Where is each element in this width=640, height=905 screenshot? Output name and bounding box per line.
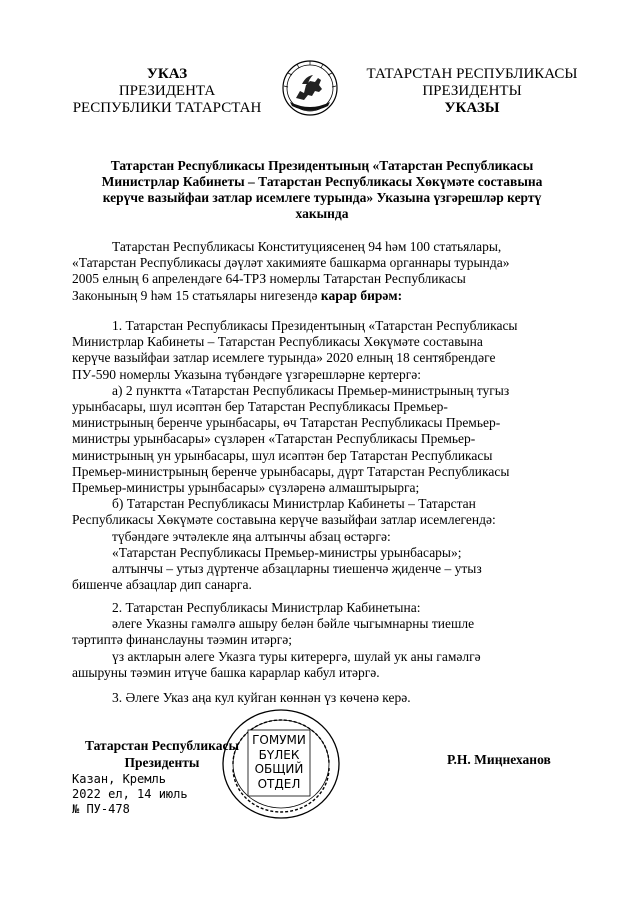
section-2 xyxy=(72,600,574,681)
stamp-line: БҮЛЕК xyxy=(258,747,300,762)
coat-of-arms-icon xyxy=(282,58,338,118)
header-left-line-2: ПРЕЗИДЕНТА xyxy=(118,83,216,99)
paragraph-line: б) Татарстан Республикасы Министрлар Кабинеты – Татарстан xyxy=(112,496,476,512)
section-3 xyxy=(72,690,574,706)
header-left xyxy=(62,66,272,117)
signature-title xyxy=(72,737,252,771)
paragraph-line: 2005 елның 6 апрелендәге 64-ТРЗ номерлы Татарстан Республикасы xyxy=(72,271,466,287)
paragraph-line: 3. Әлеге Указ аңа кул куйган көннән үз көченә керә. xyxy=(112,690,411,705)
place-date-number xyxy=(72,772,188,817)
paragraph-line: Премьер-министры урынбасары» сүзләренә алмаштырырга; xyxy=(72,480,420,496)
header-left-line-3: РЕСПУБЛИКИ ТАТАРСТАН xyxy=(72,100,262,116)
paragraph-line: ПУ-590 номерлы Указына түбәндәге үзгәрешләрне кертергә: xyxy=(72,366,421,382)
paragraph-line: үз актларын әлеге Указга туры китерергә, шулай ук аны гамәлгә xyxy=(112,648,481,664)
document-title xyxy=(76,158,568,222)
paragraph-line: бишенче абзацлар дип санарга. xyxy=(72,577,252,593)
paragraph-line: «Татарстан Республикасы Премьер-министры урынбасары»; xyxy=(112,544,462,560)
header-left-line-1: УКАЗ xyxy=(146,66,188,82)
title-line: хакында xyxy=(295,206,349,221)
signatory-name: Р.Н. Миңнеханов xyxy=(447,752,551,767)
date-line: 2022 ел, 14 июль xyxy=(72,787,188,801)
paragraph-line: министрының беренче урынбасары, өч Татарстан Республикасы Премьер- xyxy=(72,415,501,431)
paragraph-line: Татарстан Республикасы Конституциясенең 94 һәм 100 статьялары, xyxy=(112,239,502,254)
paragraph-line: алтынчы – утыз дүртенче абзацларны тиешенчә җиденче – утыз xyxy=(112,561,482,577)
paragraph-line: әлеге Указны гамәлгә ашыру белән бәйле чыгымнарны тиешле xyxy=(112,616,475,632)
paragraph-line: тәртиптә финанслауны тәэмин итәргә; xyxy=(72,632,293,648)
stamp-line: ОБЩИЙ xyxy=(254,762,304,776)
stamp-text xyxy=(248,733,310,791)
header-right-line-2: ПРЕЗИДЕНТЫ xyxy=(422,83,522,99)
place-line: Казан, Кремль xyxy=(72,772,166,786)
section-1 xyxy=(72,318,574,593)
signature-line: Татарстан Республикасы xyxy=(84,738,239,753)
decree-phrase: карар бирәм: xyxy=(320,287,403,303)
paragraph-line: Республикасы Хөкүмәте составына керүче вазыйфаи затлар исемлегендә: xyxy=(72,512,496,528)
paragraph-line: түбәндәге эчтәлекле яңа алтынчы абзац өстәргә: xyxy=(112,528,391,544)
header-right xyxy=(362,66,582,117)
title-line: Татарстан Республикасы Президентының «Татарстан Республикасы xyxy=(110,158,534,173)
title-line: Министрлар Кабинеты – Татарстан Республикасы Хөкүмәте составына xyxy=(101,174,543,189)
paragraph-line: Министрлар Кабинеты – Татарстан Республикасы Хөкүмәте составына xyxy=(72,334,483,350)
paragraph-line: керүче вазыйфаи затлар исемлеге турында» 2020 елның 18 сентябрендәге xyxy=(72,350,496,366)
stamp-line: ОТДЕЛ xyxy=(257,776,301,791)
paragraph-line: министрының ун урынбасары, шул исәптән бер Татарстан Республикасы xyxy=(72,447,493,463)
header-right-line-1: ТАТАРСТАН РЕСПУБЛИКАСЫ xyxy=(366,66,578,82)
paragraph-line: урынбасары, шул исәптән бер Татарстан Республикасы Премьер- xyxy=(72,399,448,415)
paragraph-line: министры урынбасары» сүзләрен «Татарстан Республикасы Премьер- xyxy=(72,431,476,447)
signature-line: Президенты xyxy=(124,755,200,770)
number-line: № ПУ-478 xyxy=(72,802,130,816)
stamp-line: ГОМУМИ xyxy=(252,733,306,747)
paragraph-line: ашыруны тәэмин итүче башка карарлар кабул итәргә. xyxy=(72,664,380,680)
paragraph-line: 1. Татарстан Республикасы Президентының «Татарстан Республикасы xyxy=(112,318,518,333)
paragraph-line: «Татарстан Республикасы дәүләт хакимияте башкарма органнары турында» xyxy=(72,255,510,271)
preamble xyxy=(72,239,574,304)
title-line: керүче вазыйфаи затлар исемлеге турында» Указына үзгәрешләр кертү xyxy=(102,190,542,205)
paragraph-line: 2. Татарстан Республикасы Министрлар Кабинетына: xyxy=(112,600,421,615)
paragraph-line xyxy=(72,288,574,304)
paragraph-line: а) 2 пунктта «Татарстан Республикасы Премьер-министрының тугыз xyxy=(112,382,510,398)
paragraph-line: Премьер-министрының беренче урынбасары, дүрт Татарстан Республикасы xyxy=(72,463,510,479)
header-right-line-3: УКАЗЫ xyxy=(444,100,500,116)
paragraph-text: Законының 9 һәм 15 статьялары нигезендә xyxy=(72,287,321,303)
